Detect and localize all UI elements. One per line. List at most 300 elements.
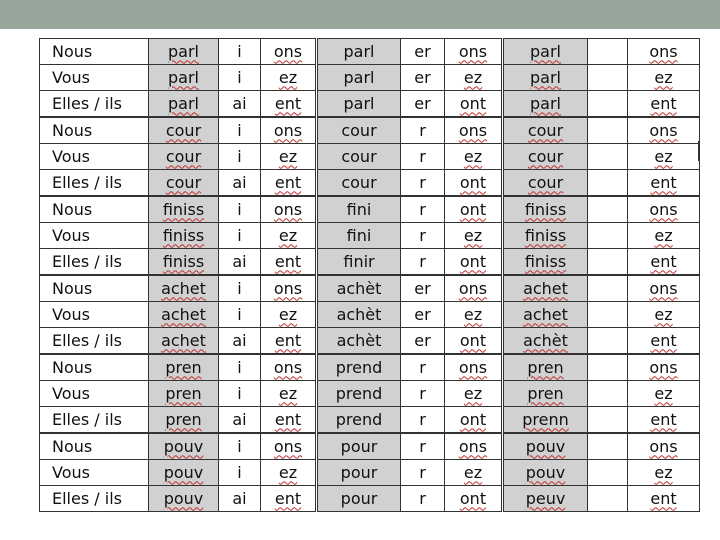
- future-marker-cell: [401, 486, 445, 512]
- subjunctive-ending-cell: [628, 302, 700, 328]
- cell-text: er: [414, 330, 431, 350]
- table-row: [40, 433, 700, 460]
- cell-text: ez: [654, 67, 673, 87]
- cell-text: i: [237, 41, 242, 61]
- cell-text: ons: [273, 278, 303, 298]
- cell-text: er: [414, 304, 431, 324]
- cell-text: ont: [459, 199, 487, 219]
- imparfait-marker-cell: [219, 354, 261, 381]
- future-stem-cell: [317, 354, 401, 381]
- cell-text: ons: [649, 120, 678, 140]
- pronoun-label: Elles / ils: [52, 172, 122, 192]
- imparfait-stem-cell: [149, 407, 219, 434]
- cell-text: i: [237, 67, 242, 87]
- imparfait-ending-cell: [261, 302, 317, 328]
- imparfait-ending-cell: [261, 407, 317, 434]
- future-ending-cell: [445, 170, 503, 197]
- imparfait-ending-cell: [261, 249, 317, 276]
- imparfait-ending-cell: [261, 460, 317, 486]
- cell-text: pren: [165, 357, 202, 377]
- cell-text: r: [419, 436, 426, 456]
- subjunctive-stem-cell: [503, 328, 588, 355]
- future-ending-cell: [445, 460, 503, 486]
- cell-text: ez: [278, 462, 298, 482]
- pronoun-label: Elles / ils: [52, 251, 122, 271]
- subjunctive-stem-cell: [503, 486, 588, 512]
- future-stem-cell: [317, 170, 401, 197]
- cell-text: ent: [650, 251, 677, 271]
- cell-text: ai: [232, 251, 247, 271]
- subjunctive-ending-cell: [628, 170, 700, 197]
- future-ending-cell: [445, 407, 503, 434]
- imparfait-ending-cell: [261, 275, 317, 302]
- subjunctive-ending-cell: [628, 354, 700, 381]
- cell-text: cour: [341, 146, 377, 166]
- empty-cell: [588, 275, 628, 302]
- table-row: [40, 117, 700, 144]
- cell-text: ent: [274, 488, 302, 508]
- subjunctive-stem-cell: [503, 460, 588, 486]
- imparfait-ending-cell: [261, 433, 317, 460]
- subjunctive-stem-cell: [503, 302, 588, 328]
- subjunctive-stem-cell: [503, 196, 588, 223]
- cell-text: i: [237, 199, 242, 219]
- future-ending-cell: [445, 196, 503, 223]
- table-row: [40, 354, 700, 381]
- subjunctive-ending-cell: [628, 249, 700, 276]
- cell-text: pouv: [163, 462, 204, 482]
- cell-text: r: [419, 409, 426, 429]
- cell-text: cour: [341, 120, 377, 140]
- cell-text: achèt: [523, 330, 568, 350]
- pronoun-cell: [40, 460, 149, 486]
- subjunctive-ending-cell: [628, 486, 700, 512]
- cell-text: ent: [274, 409, 302, 429]
- imparfait-marker-cell: [219, 39, 261, 65]
- cell-text: r: [419, 462, 426, 482]
- pronoun-cell: [40, 117, 149, 144]
- cell-text: r: [419, 146, 426, 166]
- cell-text: i: [237, 462, 242, 482]
- imparfait-ending-cell: [261, 381, 317, 407]
- cell-text: ons: [649, 357, 678, 377]
- cell-text: pren: [165, 409, 202, 429]
- cell-text: achet: [161, 304, 206, 324]
- imparfait-ending-cell: [261, 117, 317, 144]
- future-marker-cell: [401, 302, 445, 328]
- cell-text: achèt: [336, 330, 382, 350]
- pronoun-cell: [40, 91, 149, 118]
- cell-text: pren: [527, 383, 564, 403]
- future-marker-cell: [401, 354, 445, 381]
- cell-text: finiss: [524, 251, 567, 271]
- subjunctive-ending-cell: [628, 91, 700, 118]
- imparfait-marker-cell: [219, 249, 261, 276]
- cell-text: r: [419, 383, 426, 403]
- future-stem-cell: [317, 275, 401, 302]
- table-row: [40, 328, 700, 355]
- cell-text: finiss: [162, 199, 205, 219]
- future-ending-cell: [445, 486, 503, 512]
- table-row: [40, 39, 700, 65]
- cell-text: ez: [278, 146, 298, 166]
- future-marker-cell: [401, 223, 445, 249]
- imparfait-ending-cell: [261, 144, 317, 170]
- imparfait-ending-cell: [261, 354, 317, 381]
- subjunctive-stem-cell: [503, 91, 588, 118]
- cell-text: ai: [232, 409, 247, 429]
- pronoun-label: Vous: [52, 225, 90, 245]
- cell-text: r: [419, 199, 426, 219]
- cell-text: parl: [530, 93, 561, 113]
- pronoun-label: Vous: [52, 67, 90, 87]
- cell-text: ons: [273, 436, 303, 456]
- cell-text: ent: [274, 330, 302, 350]
- cell-text: er: [414, 278, 431, 298]
- future-marker-cell: [401, 249, 445, 276]
- subjunctive-ending-cell: [628, 65, 700, 91]
- pronoun-cell: [40, 196, 149, 223]
- imparfait-marker-cell: [219, 302, 261, 328]
- subjunctive-ending-cell: [628, 460, 700, 486]
- subjunctive-ending-cell: [628, 433, 700, 460]
- cell-text: ai: [232, 488, 247, 508]
- table-row: [40, 170, 700, 197]
- future-marker-cell: [401, 275, 445, 302]
- imparfait-marker-cell: [219, 433, 261, 460]
- empty-cell: [588, 223, 628, 249]
- pronoun-label: Elles / ils: [52, 488, 122, 508]
- subjunctive-stem-cell: [503, 223, 588, 249]
- future-stem-cell: [317, 65, 401, 91]
- cell-text: r: [419, 225, 426, 245]
- cell-text: r: [419, 251, 426, 271]
- imparfait-stem-cell: [149, 39, 219, 65]
- imparfait-ending-cell: [261, 65, 317, 91]
- pronoun-label: Vous: [52, 462, 90, 482]
- conjugation-table: [39, 38, 700, 512]
- cell-text: ent: [650, 409, 677, 429]
- cell-text: parl: [343, 41, 375, 61]
- table-row: [40, 486, 700, 512]
- cell-text: peuv: [525, 488, 566, 508]
- pronoun-label: Nous: [52, 436, 93, 456]
- empty-cell: [588, 354, 628, 381]
- future-marker-cell: [401, 381, 445, 407]
- future-marker-cell: [401, 407, 445, 434]
- future-marker-cell: [401, 328, 445, 355]
- subjunctive-ending-cell: [628, 39, 700, 65]
- imparfait-marker-cell: [219, 196, 261, 223]
- empty-cell: [588, 39, 628, 65]
- cell-text: ont: [459, 409, 487, 429]
- cell-text: finiss: [524, 199, 567, 219]
- pronoun-label: Nous: [52, 357, 93, 377]
- imparfait-ending-cell: [261, 196, 317, 223]
- future-ending-cell: [445, 433, 503, 460]
- cell-text: pren: [527, 357, 564, 377]
- cell-text: achèt: [336, 278, 382, 298]
- cell-text: ons: [458, 41, 488, 61]
- cell-text: cour: [527, 172, 564, 192]
- imparfait-stem-cell: [149, 223, 219, 249]
- imparfait-marker-cell: [219, 407, 261, 434]
- empty-cell: [588, 249, 628, 276]
- subjunctive-ending-cell: [628, 407, 700, 434]
- subjunctive-ending-cell: [628, 223, 700, 249]
- cell-text: ons: [458, 120, 488, 140]
- cell-text: cour: [165, 172, 202, 192]
- future-ending-cell: [445, 65, 503, 91]
- subjunctive-stem-cell: [503, 433, 588, 460]
- future-stem-cell: [317, 223, 401, 249]
- cell-text: ez: [278, 304, 298, 324]
- future-marker-cell: [401, 65, 445, 91]
- cell-text: ons: [458, 436, 488, 456]
- cell-text: ont: [459, 330, 487, 350]
- imparfait-stem-cell: [149, 275, 219, 302]
- cell-text: pren: [165, 383, 202, 403]
- imparfait-stem-cell: [149, 249, 219, 276]
- future-ending-cell: [445, 354, 503, 381]
- cell-text: ons: [649, 436, 678, 456]
- imparfait-stem-cell: [149, 117, 219, 144]
- cell-text: ez: [463, 304, 483, 324]
- pronoun-cell: [40, 223, 149, 249]
- imparfait-stem-cell: [149, 65, 219, 91]
- table-row: [40, 196, 700, 223]
- cell-text: ent: [650, 93, 677, 113]
- future-marker-cell: [401, 39, 445, 65]
- imparfait-marker-cell: [219, 91, 261, 118]
- cell-text: r: [419, 357, 426, 377]
- imparfait-marker-cell: [219, 65, 261, 91]
- empty-cell: [588, 486, 628, 512]
- future-ending-cell: [445, 117, 503, 144]
- future-marker-cell: [401, 144, 445, 170]
- subjunctive-ending-cell: [628, 381, 700, 407]
- future-stem-cell: [317, 460, 401, 486]
- imparfait-marker-cell: [219, 381, 261, 407]
- future-ending-cell: [445, 91, 503, 118]
- cell-text: achèt: [336, 304, 382, 324]
- empty-cell: [588, 302, 628, 328]
- imparfait-stem-cell: [149, 196, 219, 223]
- cell-text: prend: [335, 409, 383, 429]
- cell-text: i: [237, 146, 242, 166]
- pronoun-cell: [40, 354, 149, 381]
- conjugation-table-container: [39, 38, 699, 508]
- cell-text: er: [414, 41, 431, 61]
- cell-text: cour: [527, 146, 564, 166]
- cell-text: ez: [463, 462, 483, 482]
- subjunctive-ending-cell: [628, 275, 700, 302]
- cell-text: i: [237, 225, 242, 245]
- cell-text: ez: [278, 383, 298, 403]
- empty-cell: [588, 460, 628, 486]
- cell-text: cour: [341, 172, 377, 192]
- subjunctive-stem-cell: [503, 354, 588, 381]
- cell-text: ent: [650, 488, 677, 508]
- cell-text: ons: [649, 199, 678, 219]
- cell-text: ent: [274, 93, 302, 113]
- cell-text: fini: [346, 199, 372, 219]
- cell-text: er: [414, 67, 431, 87]
- future-stem-cell: [317, 328, 401, 355]
- cell-text: i: [237, 436, 242, 456]
- empty-cell: [588, 407, 628, 434]
- cell-text: ons: [458, 357, 488, 377]
- table-row: [40, 65, 700, 91]
- cell-text: pour: [340, 462, 378, 482]
- empty-cell: [588, 144, 628, 170]
- subjunctive-stem-cell: [503, 144, 588, 170]
- future-ending-cell: [445, 275, 503, 302]
- future-stem-cell: [317, 486, 401, 512]
- future-stem-cell: [317, 381, 401, 407]
- imparfait-stem-cell: [149, 91, 219, 118]
- future-ending-cell: [445, 302, 503, 328]
- cell-text: ont: [459, 251, 487, 271]
- subjunctive-stem-cell: [503, 117, 588, 144]
- imparfait-ending-cell: [261, 328, 317, 355]
- future-ending-cell: [445, 223, 503, 249]
- cell-text: ons: [273, 41, 303, 61]
- future-stem-cell: [317, 91, 401, 118]
- cell-text: i: [237, 383, 242, 403]
- cell-text: ez: [463, 225, 483, 245]
- future-ending-cell: [445, 39, 503, 65]
- imparfait-stem-cell: [149, 170, 219, 197]
- cell-text: ont: [459, 172, 487, 192]
- imparfait-ending-cell: [261, 486, 317, 512]
- cell-text: ont: [459, 93, 487, 113]
- future-marker-cell: [401, 170, 445, 197]
- empty-cell: [588, 170, 628, 197]
- imparfait-marker-cell: [219, 223, 261, 249]
- cell-text: pouv: [163, 436, 204, 456]
- imparfait-marker-cell: [219, 170, 261, 197]
- cell-text: pouv: [525, 436, 566, 456]
- future-stem-cell: [317, 39, 401, 65]
- imparfait-marker-cell: [219, 275, 261, 302]
- cell-text: i: [237, 120, 242, 140]
- imparfait-ending-cell: [261, 91, 317, 118]
- future-stem-cell: [317, 117, 401, 144]
- slide-header-bar: [0, 0, 720, 29]
- pronoun-label: Nous: [52, 278, 93, 298]
- future-marker-cell: [401, 91, 445, 118]
- future-marker-cell: [401, 117, 445, 144]
- future-stem-cell: [317, 407, 401, 434]
- cell-text: ons: [273, 357, 303, 377]
- cell-text: finir: [343, 251, 375, 271]
- cell-text: i: [237, 278, 242, 298]
- imparfait-stem-cell: [149, 381, 219, 407]
- pronoun-label: Vous: [52, 146, 90, 166]
- imparfait-marker-cell: [219, 486, 261, 512]
- cell-text: ez: [654, 304, 673, 324]
- future-ending-cell: [445, 328, 503, 355]
- pronoun-cell: [40, 65, 149, 91]
- empty-cell: [588, 117, 628, 144]
- cell-text: prend: [335, 383, 383, 403]
- empty-cell: [588, 328, 628, 355]
- imparfait-stem-cell: [149, 302, 219, 328]
- cell-text: ez: [654, 146, 673, 166]
- future-stem-cell: [317, 144, 401, 170]
- table-row: [40, 460, 700, 486]
- cell-text: parl: [168, 67, 199, 87]
- cell-text: ez: [278, 67, 298, 87]
- pronoun-cell: [40, 144, 149, 170]
- table-row: [40, 275, 700, 302]
- imparfait-stem-cell: [149, 433, 219, 460]
- imparfait-ending-cell: [261, 223, 317, 249]
- cell-text: r: [419, 172, 426, 192]
- cell-text: parl: [343, 93, 375, 113]
- cell-text: prend: [335, 357, 383, 377]
- cell-text: achet: [523, 278, 568, 298]
- cell-text: ons: [458, 278, 488, 298]
- subjunctive-stem-cell: [503, 275, 588, 302]
- imparfait-stem-cell: [149, 460, 219, 486]
- imparfait-marker-cell: [219, 117, 261, 144]
- pronoun-cell: [40, 407, 149, 434]
- cell-text: achet: [523, 304, 568, 324]
- subjunctive-stem-cell: [503, 39, 588, 65]
- imparfait-stem-cell: [149, 486, 219, 512]
- cell-text: ez: [463, 67, 483, 87]
- cell-text: achet: [161, 278, 206, 298]
- pronoun-label: Elles / ils: [52, 93, 122, 113]
- pronoun-cell: [40, 170, 149, 197]
- cell-text: parl: [343, 67, 375, 87]
- pronoun-cell: [40, 39, 149, 65]
- pronoun-cell: [40, 302, 149, 328]
- subjunctive-stem-cell: [503, 249, 588, 276]
- future-stem-cell: [317, 196, 401, 223]
- subjunctive-ending-cell: [628, 117, 700, 144]
- table-edge-mark: [698, 141, 700, 161]
- future-ending-cell: [445, 249, 503, 276]
- cell-text: ai: [232, 330, 247, 350]
- pronoun-label: Nous: [52, 199, 93, 219]
- table-row: [40, 249, 700, 276]
- table-row: [40, 223, 700, 249]
- imparfait-stem-cell: [149, 144, 219, 170]
- subjunctive-stem-cell: [503, 65, 588, 91]
- cell-text: ent: [650, 172, 677, 192]
- cell-text: i: [237, 357, 242, 377]
- subjunctive-stem-cell: [503, 381, 588, 407]
- cell-text: pouv: [163, 488, 204, 508]
- cell-text: finiss: [162, 225, 205, 245]
- pronoun-label: Nous: [52, 120, 93, 140]
- cell-text: ez: [654, 383, 673, 403]
- cell-text: ai: [232, 172, 247, 192]
- cell-text: ai: [232, 93, 247, 113]
- cell-text: r: [419, 488, 426, 508]
- imparfait-marker-cell: [219, 328, 261, 355]
- future-stem-cell: [317, 302, 401, 328]
- future-stem-cell: [317, 433, 401, 460]
- cell-text: cour: [165, 120, 202, 140]
- cell-text: prenn: [522, 409, 569, 429]
- table-row: [40, 407, 700, 434]
- pronoun-cell: [40, 328, 149, 355]
- cell-text: parl: [168, 41, 199, 61]
